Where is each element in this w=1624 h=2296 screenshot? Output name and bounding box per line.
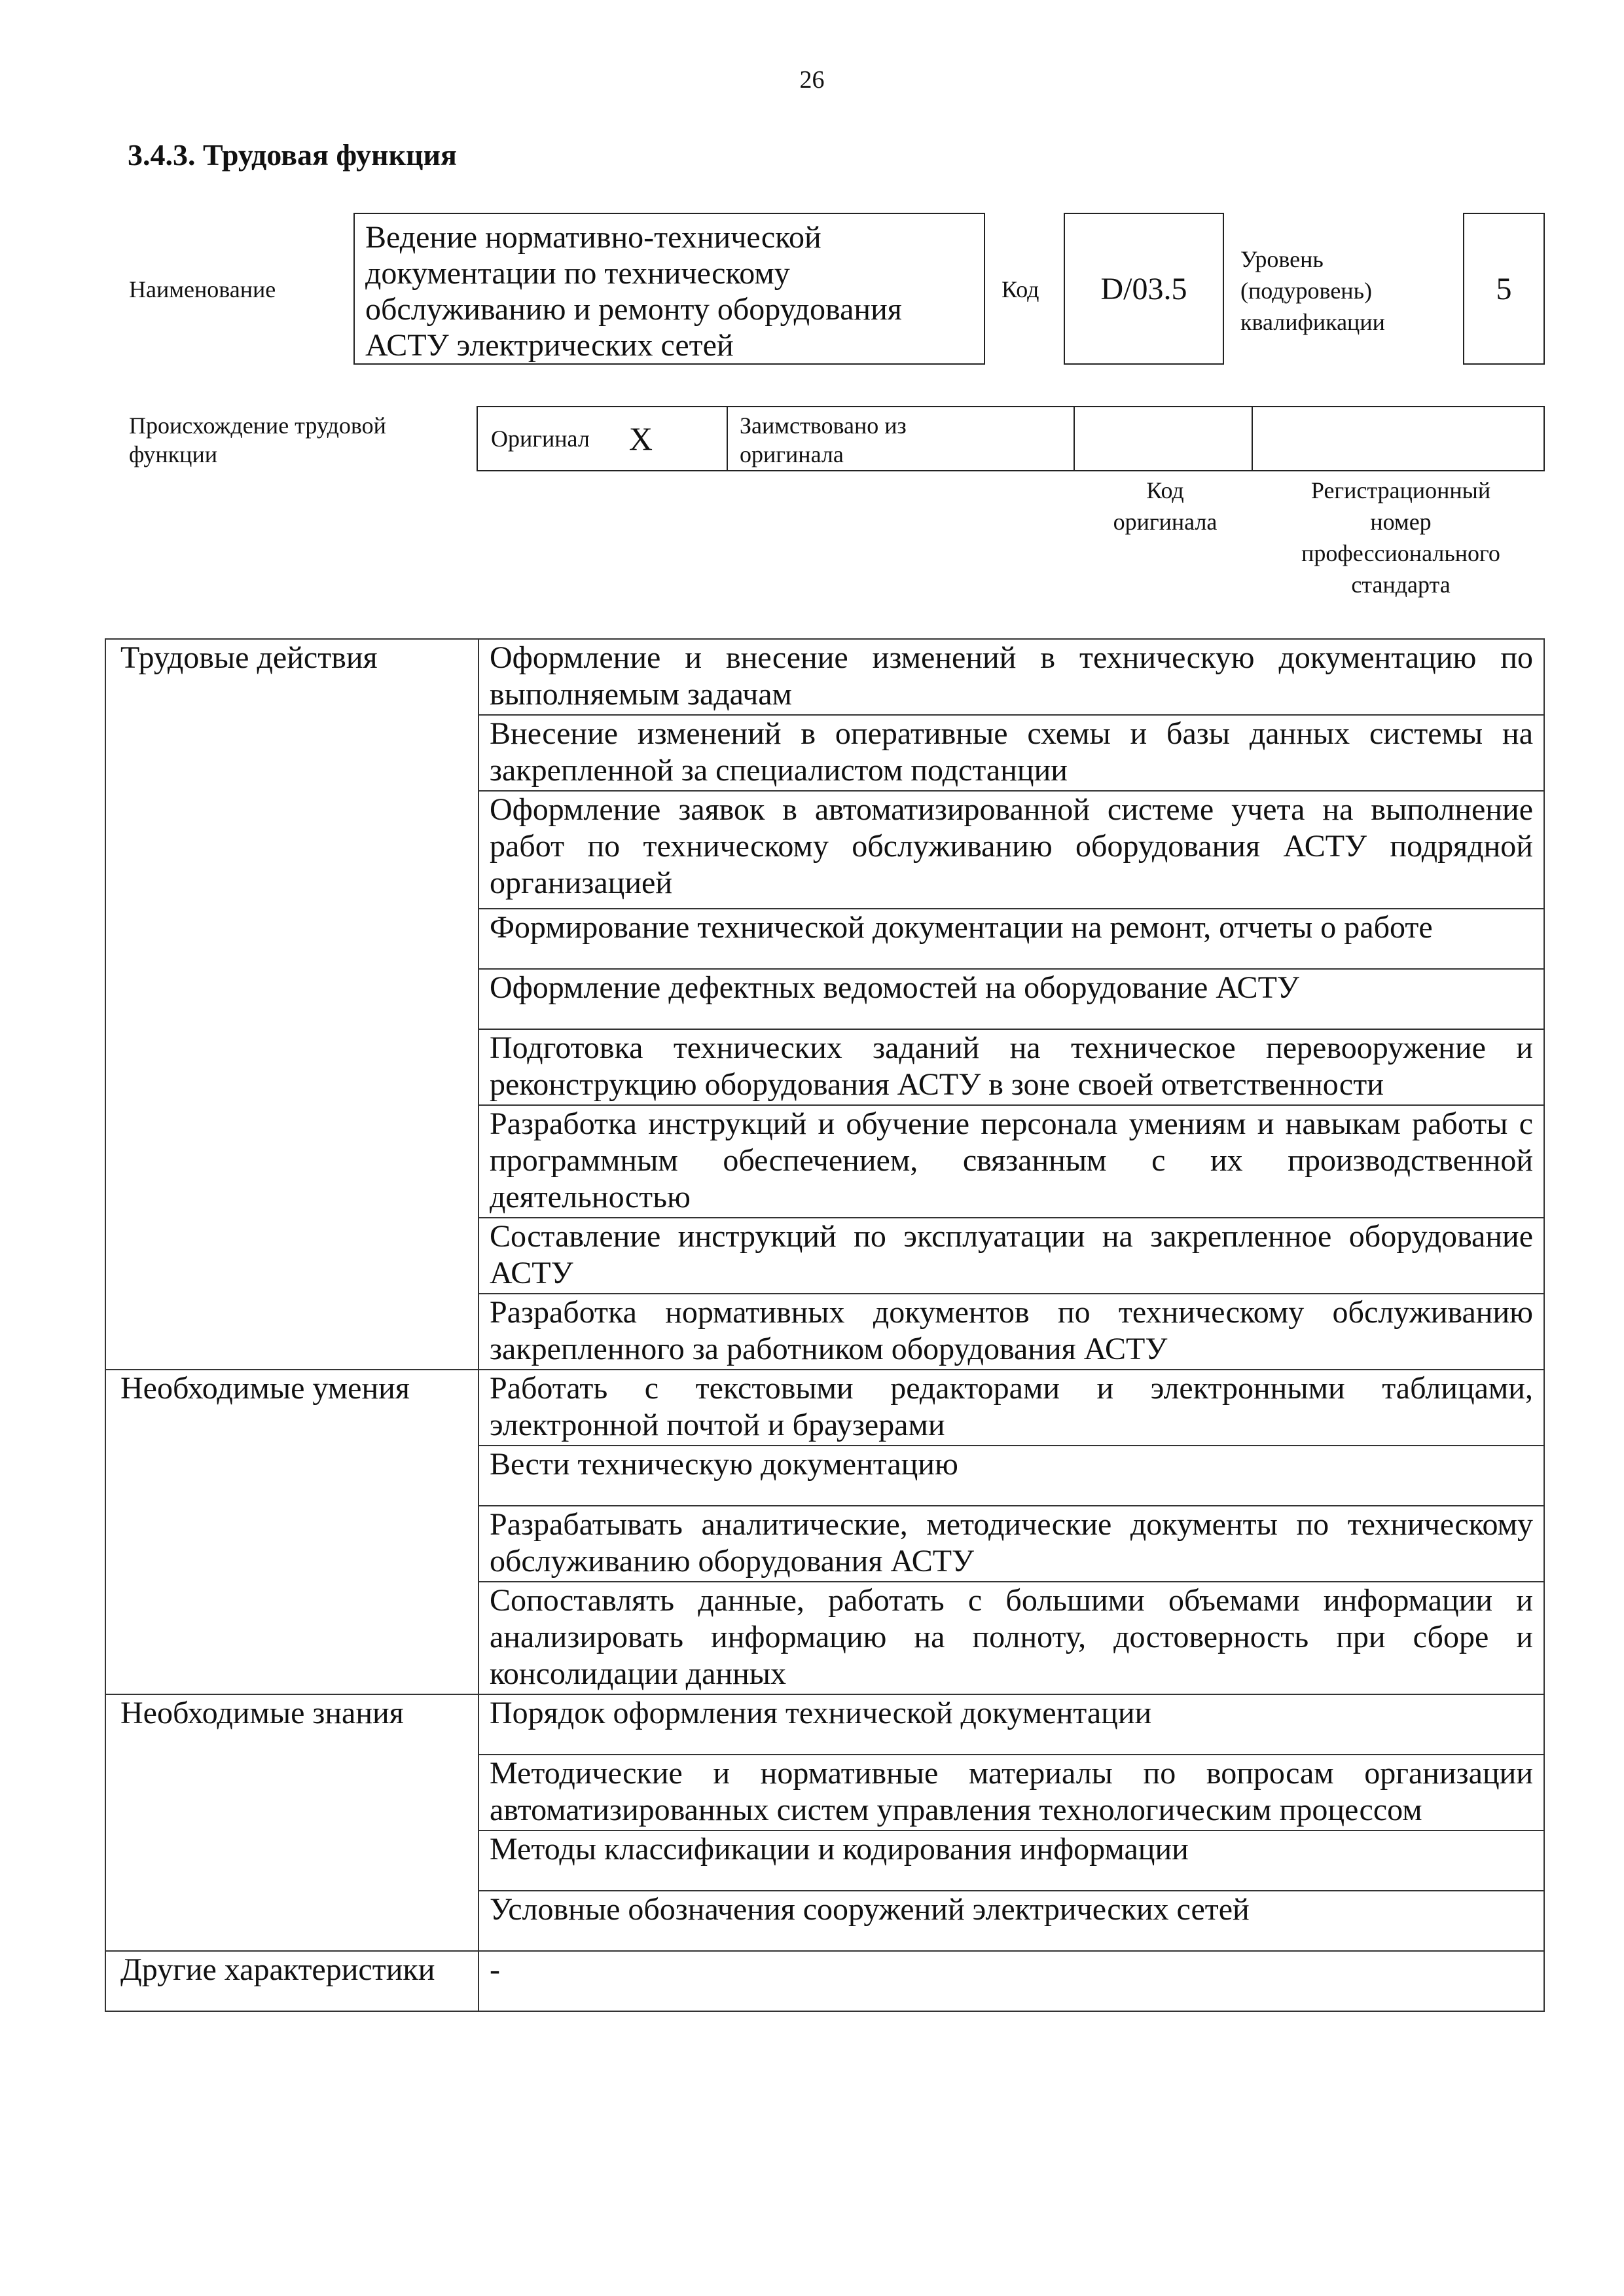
origin-reg-number-cell [1253,407,1543,470]
section-item: - [478,1951,1544,2011]
level-label: Уровень (подуровень) квалификации [1240,246,1385,335]
reg-number-caption: Регистрационный номер профессионального стандарта [1301,477,1500,598]
origin-label: Происхождение трудовой функции [129,412,386,467]
borrowed-label: Заимствовано из оригинала [728,407,1075,470]
level-value-box: 5 [1463,213,1545,365]
name-label: Наименование [129,276,276,302]
origin-original-cell [478,407,728,470]
original-mark: X [628,420,653,457]
function-table [105,638,1545,2012]
section-label: Другие характеристики [105,1951,478,2011]
section-item: Разработка нормативных документов по техническому обслуживанию закрепленного за работником оборудования АСТУ [478,1294,1544,1370]
table-row [105,1370,1544,1446]
section-item: Оформление заявок в автоматизированной системе учета на выполнение работ по техническому обслуживанию оборудования АСТУ подрядной организацией [478,791,1544,909]
table-row [105,639,1544,715]
section-item: Подготовка технических заданий на техническое перевооружение и реконструкцию оборудования АСТУ в зоне своей ответственности [478,1029,1544,1105]
section-item: Оформление дефектных ведомостей на оборудование АСТУ [478,969,1544,1029]
section-item: Разрабатывать аналитические, методические документы по техническому обслуживанию оборудования АСТУ [478,1506,1544,1582]
section-item: Методические и нормативные материалы по вопросам организации автоматизированных систем управления технологическим процессом [478,1755,1544,1831]
section-item: Порядок оформления технической документации [478,1694,1544,1755]
table-row [105,1694,1544,1755]
code-value-box: D/03.5 [1064,213,1224,365]
section-item: Сопоставлять данные, работать с большими объемами информации и анализировать информацию на полноту, достоверность при сборе и консолидации данных [478,1582,1544,1694]
table-row [105,1951,1544,2011]
code-label: Код [1001,276,1039,302]
page-number: 26 [799,66,825,94]
code-caption: Код оригинала [1113,477,1218,535]
section-item: Составление инструкций по эксплуатации на закрепленное оборудование АСТУ [478,1218,1544,1294]
section-item: Внесение изменений в оперативные схемы и базы данных системы на закрепленной за специалистом подстанции [478,715,1544,791]
section-item: Оформление и внесение изменений в техническую документацию по выполняемым задачам [478,639,1544,715]
section-title: 3.4.3. Трудовая функция [128,138,457,172]
section-label: Необходимые знания [105,1694,478,1951]
function-name-box: Ведение нормативно-технической документации по техническому обслуживанию и ремонту оборудования АСТУ электрических сетей [353,213,985,365]
section-item: Вести техническую документацию [478,1446,1544,1506]
section-item: Условные обозначения сооружений электрических сетей [478,1891,1544,1951]
original-label: Оригинал [491,426,590,452]
section-item: Методы классификации и кодирования информации [478,1831,1544,1891]
section-label: Трудовые действия [105,639,478,1370]
origin-code-cell [1075,407,1253,470]
section-item: Разработка инструкций и обучение персонала умениям и навыкам работы с программным обеспечением, связанным с их производственной деятельностью [478,1105,1544,1218]
section-label: Необходимые умения [105,1370,478,1694]
origin-row [477,406,1545,471]
section-item: Работать с текстовыми редакторами и электронными таблицами, электронной почтой и браузерами [478,1370,1544,1446]
section-item: Формирование технической документации на ремонт, отчеты о работе [478,909,1544,969]
